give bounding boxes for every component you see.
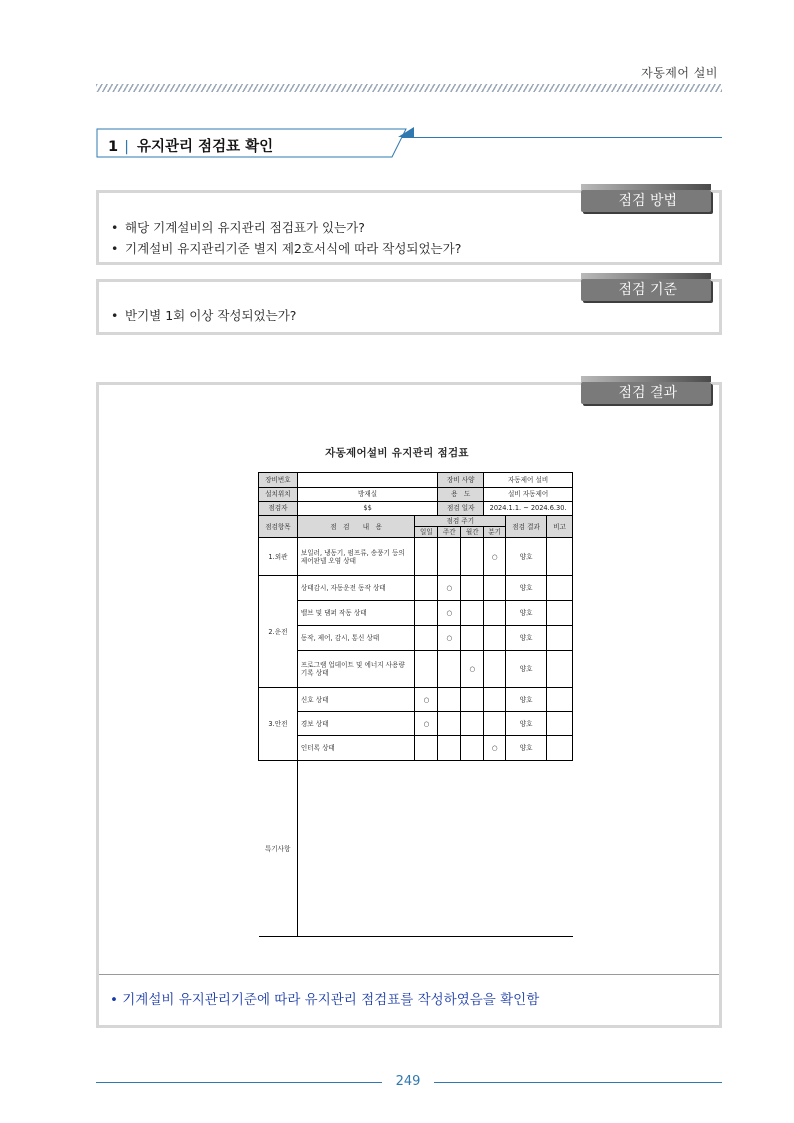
date-label: 점검 일자 [438, 502, 484, 516]
location-label: 설치위치 [259, 488, 298, 502]
equip-no-value [297, 473, 437, 488]
table-row [259, 736, 573, 761]
maintenance-checklist-table [258, 472, 573, 937]
content-cell: 신호 상태 [297, 688, 415, 712]
running-head: 자동제어 설비 [641, 66, 718, 80]
result-divider [99, 974, 719, 975]
result-cell: 양호 [506, 651, 547, 688]
result-cell: 양호 [506, 736, 547, 761]
usage-label: 용 도 [438, 488, 484, 502]
category-cell: 1.외관 [259, 538, 298, 576]
content-cell: 밸브 및 댐퍼 작동 상태 [297, 601, 415, 626]
header-remark: 비고 [547, 516, 573, 538]
result-cell: 양호 [506, 626, 547, 651]
table-row [259, 712, 573, 736]
section-rule [400, 137, 722, 138]
header-daily: 일일 [415, 527, 438, 538]
table-row [259, 538, 573, 576]
notes-label: 특기사항 [259, 761, 298, 937]
content-cell: 동작, 제어, 감시, 통신 상태 [297, 626, 415, 651]
result-cell: 양호 [506, 688, 547, 712]
cycle-mark: ○ [484, 538, 506, 576]
table-row [259, 576, 573, 601]
cycle-mark: ○ [415, 712, 438, 736]
inspection-criteria-list [111, 305, 296, 326]
cycle-mark: ○ [438, 601, 461, 626]
header-cycle: 점검 주기 [415, 516, 506, 527]
cycle-mark: ○ [438, 626, 461, 651]
result-conclusion: • 기계설비 유지관리기준에 따라 유지관리 점검표를 작성하였음을 확인함 [110, 992, 540, 1008]
footer-rule-right [434, 1082, 722, 1083]
equip-no-label: 장비번호 [259, 473, 298, 488]
notes-body [297, 761, 572, 937]
header-item: 점검항목 [259, 516, 298, 538]
inspection-method-list [111, 217, 461, 259]
inspection-criteria-panel [96, 279, 722, 335]
content-cell: 경보 상태 [297, 712, 415, 736]
section-title: 유지관리 점검표 확인 [136, 139, 274, 155]
result-cell: 양호 [506, 576, 547, 601]
inspection-result-tag: 점검 결과 [581, 382, 711, 404]
cycle-mark: ○ [415, 688, 438, 712]
footer-rule-left [96, 1082, 382, 1083]
inspection-method-tag: 점검 방법 [581, 190, 711, 212]
list-item: • 기계설비 유지관리기준 별지 제2호서식에 따라 작성되었는가? [111, 238, 461, 259]
header-result: 점검 결과 [506, 516, 547, 538]
date-value: 2024.1.1. ~ 2024.6.30. [484, 502, 573, 516]
header-quarterly: 분기 [484, 527, 506, 538]
spec-label: 장비 사양 [438, 473, 484, 488]
inspection-method-panel [96, 190, 722, 265]
cycle-mark: ○ [461, 651, 484, 688]
spec-value: 자동제어 설비 [484, 473, 573, 488]
list-item: • 반기별 1회 이상 작성되었는가? [111, 305, 296, 326]
table-row [259, 688, 573, 712]
table-row [259, 651, 573, 688]
inspector-value: $$ [297, 502, 437, 516]
cycle-mark: ○ [484, 736, 506, 761]
content-cell: 상태감시, 자동운전 동작 상태 [297, 576, 415, 601]
result-cell: 양호 [506, 538, 547, 576]
form-title: 자동제어설비 유지관리 점검표 [325, 447, 469, 459]
section-separator: | [124, 139, 129, 155]
content-cell: 보일러, 냉동기, 펌프류, 송풍기 등의 제어판넬 오염 상태 [297, 538, 415, 576]
list-item: • 해당 기계설비의 유지관리 점검표가 있는가? [111, 217, 461, 238]
location-value: 방재실 [297, 488, 437, 502]
category-cell: 3.안전 [259, 688, 298, 761]
header-content: 점 검 내 용 [297, 516, 415, 538]
section-heading [108, 135, 273, 156]
table-row [259, 601, 573, 626]
usage-value: 설비 자동제어 [484, 488, 573, 502]
cycle-mark: ○ [438, 576, 461, 601]
category-cell: 2.운전 [259, 576, 298, 688]
header-weekly: 주간 [438, 527, 461, 538]
content-cell: 프로그램 업데이트 및 에너지 사용량 기록 상태 [297, 651, 415, 688]
table-row [259, 626, 573, 651]
section-number: 1 [108, 139, 119, 155]
header-monthly: 월간 [461, 527, 484, 538]
content-cell: 인터록 상태 [297, 736, 415, 761]
result-cell: 양호 [506, 712, 547, 736]
inspection-criteria-tag: 점검 기준 [581, 279, 711, 301]
result-cell: 양호 [506, 601, 547, 626]
inspector-label: 점검자 [259, 502, 298, 516]
header-hatch-divider [96, 84, 722, 92]
page-number: 249 [395, 1074, 421, 1089]
notes-row [259, 761, 573, 937]
section-heading-triangle [398, 127, 414, 137]
